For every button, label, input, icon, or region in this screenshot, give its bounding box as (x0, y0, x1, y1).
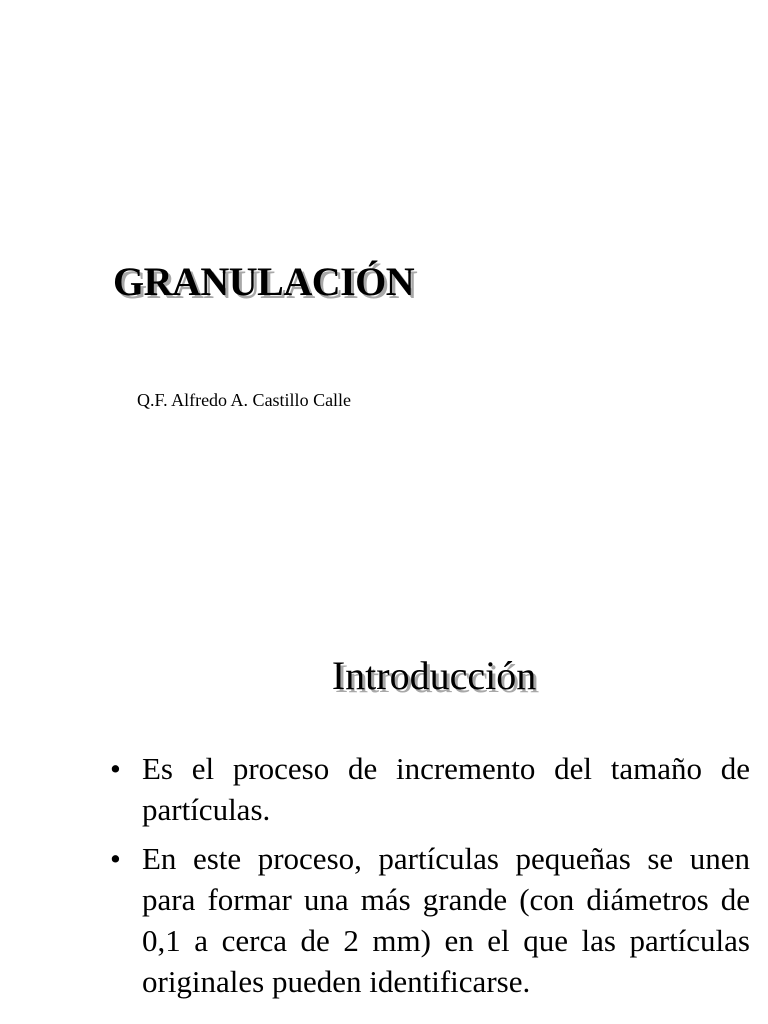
bullet-item (110, 838, 750, 1002)
section-heading-text: Introducción (331, 653, 537, 698)
bullet-marker: • (110, 751, 121, 786)
slide-title: GRANULACIÓN (113, 259, 415, 304)
author-name: Q.F. Alfredo A. Castillo Calle (137, 390, 352, 410)
bullet-list (110, 748, 750, 1010)
bullet-text: Es el proceso de incremento del tamaño de partículas. (142, 751, 750, 827)
bullet-text: En este proceso, partículas pequeñas se unen para formar una más grande (con diámetros de 0,1 a cerca de 2 mm) en el que las partículas originales pueden identificarse. (142, 841, 750, 999)
bullet-item (110, 748, 750, 830)
bullet-marker: • (110, 841, 121, 876)
section-heading (0, 652, 768, 699)
